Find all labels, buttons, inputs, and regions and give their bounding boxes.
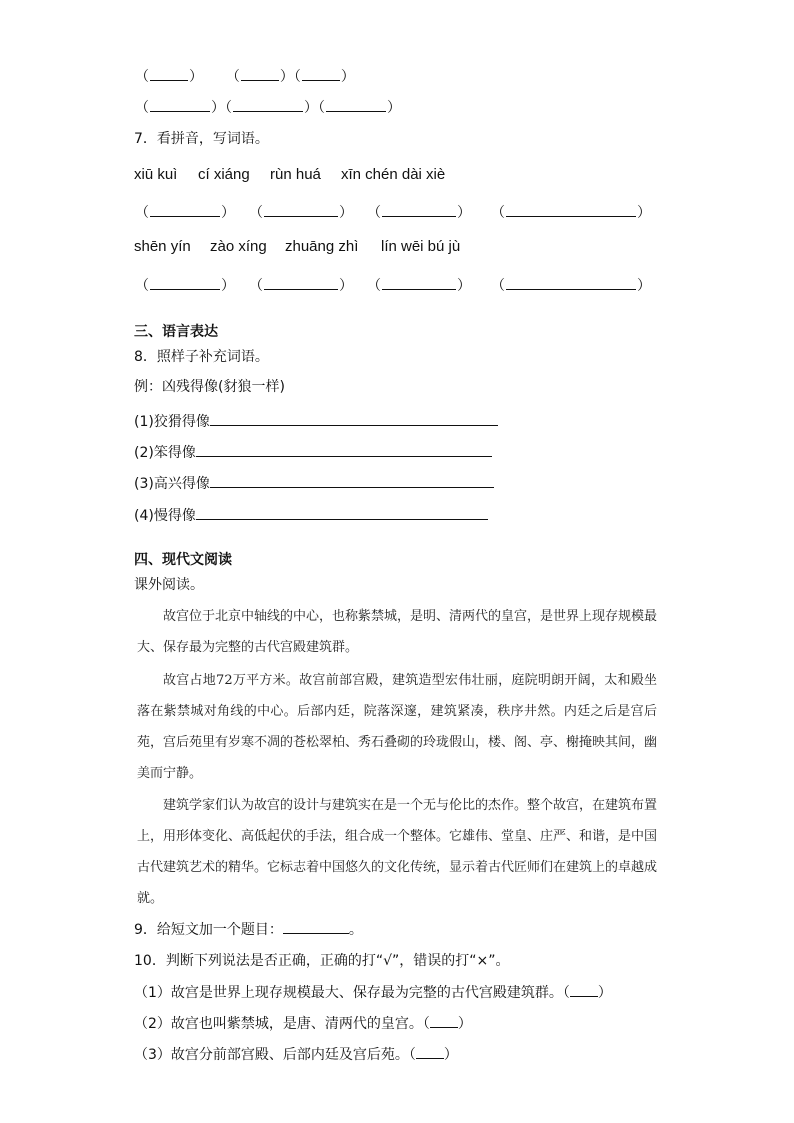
q8-title: 8．照样子补充词语。 <box>134 349 269 365</box>
pinyin-word: xīn chén dài xiè <box>341 166 446 183</box>
pinyin-word: cí xiáng <box>198 166 250 183</box>
judgement-blank[interactable] <box>430 1014 458 1028</box>
answer-blank[interactable] <box>264 202 338 217</box>
answer-line[interactable] <box>210 409 498 426</box>
answer-blank[interactable] <box>506 275 636 290</box>
close-paren: ） <box>340 69 355 85</box>
q9 <box>134 920 363 940</box>
pinyin-word: shēn yín <box>134 238 191 255</box>
pinyin-word: zào xíng <box>210 238 267 255</box>
q8-item-4 <box>134 503 488 526</box>
close-paren: ） <box>304 100 318 116</box>
answer-blank[interactable] <box>382 275 456 290</box>
title-answer-line[interactable] <box>283 920 349 934</box>
answer-blank[interactable] <box>233 97 303 112</box>
answer-blank[interactable] <box>150 202 220 217</box>
q10-title: 10．判断下列说法是否正确，正确的打“√”，错误的打“×”。 <box>134 953 510 969</box>
open-paren: （ <box>491 205 505 221</box>
open-paren: （ <box>249 205 263 221</box>
q10-statement: （2）故宫也叫紫禁城，是唐、清两代的皇宫。（ <box>134 1016 430 1032</box>
close-paren: ） <box>597 985 612 1001</box>
q6-blank-row-1 <box>135 66 355 87</box>
q8-item-label: (1)狡猾得像 <box>134 414 210 430</box>
q8-item-2 <box>134 440 492 463</box>
answer-blank[interactable] <box>382 202 456 217</box>
close-paren: ） <box>637 278 651 294</box>
answer-line[interactable] <box>210 471 494 488</box>
open-paren: （ <box>318 100 325 116</box>
q7-title: 7．看拼音，写词语。 <box>134 131 269 147</box>
reading-intro: 课外阅读。 <box>134 577 204 593</box>
passage-paragraph-1: 故宫位于北京中轴线的中心，也称紫禁城，是明、清两代的皇宫，是世界上现存规模最大、保存最为完整的古代宫殿建筑群。 <box>137 609 658 655</box>
answer-blank[interactable] <box>150 275 220 290</box>
open-paren: （ <box>135 100 149 116</box>
q10-item-3 <box>134 1045 458 1065</box>
close-paren: ） <box>339 205 353 221</box>
answer-blank[interactable] <box>264 275 338 290</box>
passage-paragraph-3: 建筑学家们认为故宫的设计与建筑实在是一个无与伦比的杰作。整个故宫，在建筑布置上，用形体变化、高低起伏的手法，组合成一个整体。它雄伟、堂皇、庄严、和谐，是中国古代建筑艺术的精华。它标志着中国悠久的文化传统，显示着古代匠师们在建筑上的卓越成就。 <box>137 798 658 906</box>
q10-item-2 <box>134 1014 472 1034</box>
q8-item-3 <box>134 471 494 494</box>
answer-line[interactable] <box>196 440 492 457</box>
close-paren: ） <box>211 100 225 116</box>
close-paren: ） <box>279 69 294 85</box>
close-paren: ） <box>457 205 471 221</box>
q7-blank-row-1 <box>135 202 651 223</box>
close-paren: ） <box>221 205 235 221</box>
q10-statement: （3）故宫分前部宫殿、后部内廷及宫后苑。（ <box>134 1047 416 1063</box>
open-paren: （ <box>367 278 381 294</box>
open-paren: （ <box>491 278 505 294</box>
pinyin-word: rùn huá <box>270 166 321 183</box>
close-paren: ） <box>457 1016 472 1032</box>
open-paren: （ <box>249 278 263 294</box>
answer-blank[interactable] <box>150 66 188 81</box>
q9-prompt: 9．给短文加一个题目： <box>134 922 283 938</box>
answer-blank[interactable] <box>241 66 279 81</box>
answer-blank[interactable] <box>506 202 636 217</box>
judgement-blank[interactable] <box>416 1045 444 1059</box>
pinyin-word: lín wēi bú jù <box>381 238 461 255</box>
q8-item-label: (3)高兴得像 <box>134 476 210 492</box>
answer-blank[interactable] <box>302 66 340 81</box>
q10-statement: （1）故宫是世界上现存规模最大、保存最为完整的古代宫殿建筑群。（ <box>134 985 570 1001</box>
q6-blank-row-2 <box>135 97 401 118</box>
pinyin-word: zhuāng zhì <box>285 238 359 255</box>
pinyin-word: xiū kuì <box>134 166 178 183</box>
open-paren: （ <box>135 278 149 294</box>
close-paren: ） <box>387 100 401 116</box>
answer-blank[interactable] <box>150 97 210 112</box>
close-paren: ） <box>339 278 353 294</box>
open-paren: （ <box>293 69 301 85</box>
q8-example: 例：凶残得像(豺狼一样) <box>134 379 285 395</box>
q7-blank-row-2 <box>135 275 651 296</box>
judgement-blank[interactable] <box>570 983 598 997</box>
open-paren: （ <box>225 69 240 85</box>
answer-blank[interactable] <box>326 97 386 112</box>
close-paren: ） <box>443 1047 458 1063</box>
open-paren: （ <box>135 69 149 85</box>
close-paren: ） <box>221 278 235 294</box>
open-paren: （ <box>135 205 149 221</box>
passage-paragraph-2: 故宫占地72万平方米。故宫前部宫殿，建筑造型宏伟壮丽，庭院明朗开阔，太和殿坐落在紫禁城对角线的中心。后部内廷，院落深邃，建筑紧凑，秩序井然。内廷之后是宫后苑，宫后苑里有岁寒不凋的苍松翠柏、秀石叠砌的玲珑假山，楼、阁、亭、榭掩映其间，幽美而宁静。 <box>137 673 658 781</box>
q9-period: 。 <box>348 922 363 938</box>
answer-line[interactable] <box>196 503 488 520</box>
q8-item-label: (4)慢得像 <box>134 508 196 524</box>
close-paren: ） <box>189 69 203 85</box>
section-3-heading: 三、语言表达 <box>134 324 218 340</box>
pinyin-row-1 <box>134 166 654 186</box>
section-4-heading: 四、现代文阅读 <box>134 552 232 568</box>
close-paren: ） <box>637 205 651 221</box>
open-paren: （ <box>225 100 232 116</box>
q8-item-label: (2)笨得像 <box>134 445 196 461</box>
close-paren: ） <box>457 278 471 294</box>
open-paren: （ <box>367 205 381 221</box>
q8-item-1 <box>134 409 498 432</box>
pinyin-row-2 <box>134 238 654 258</box>
q10-item-1 <box>134 983 612 1003</box>
